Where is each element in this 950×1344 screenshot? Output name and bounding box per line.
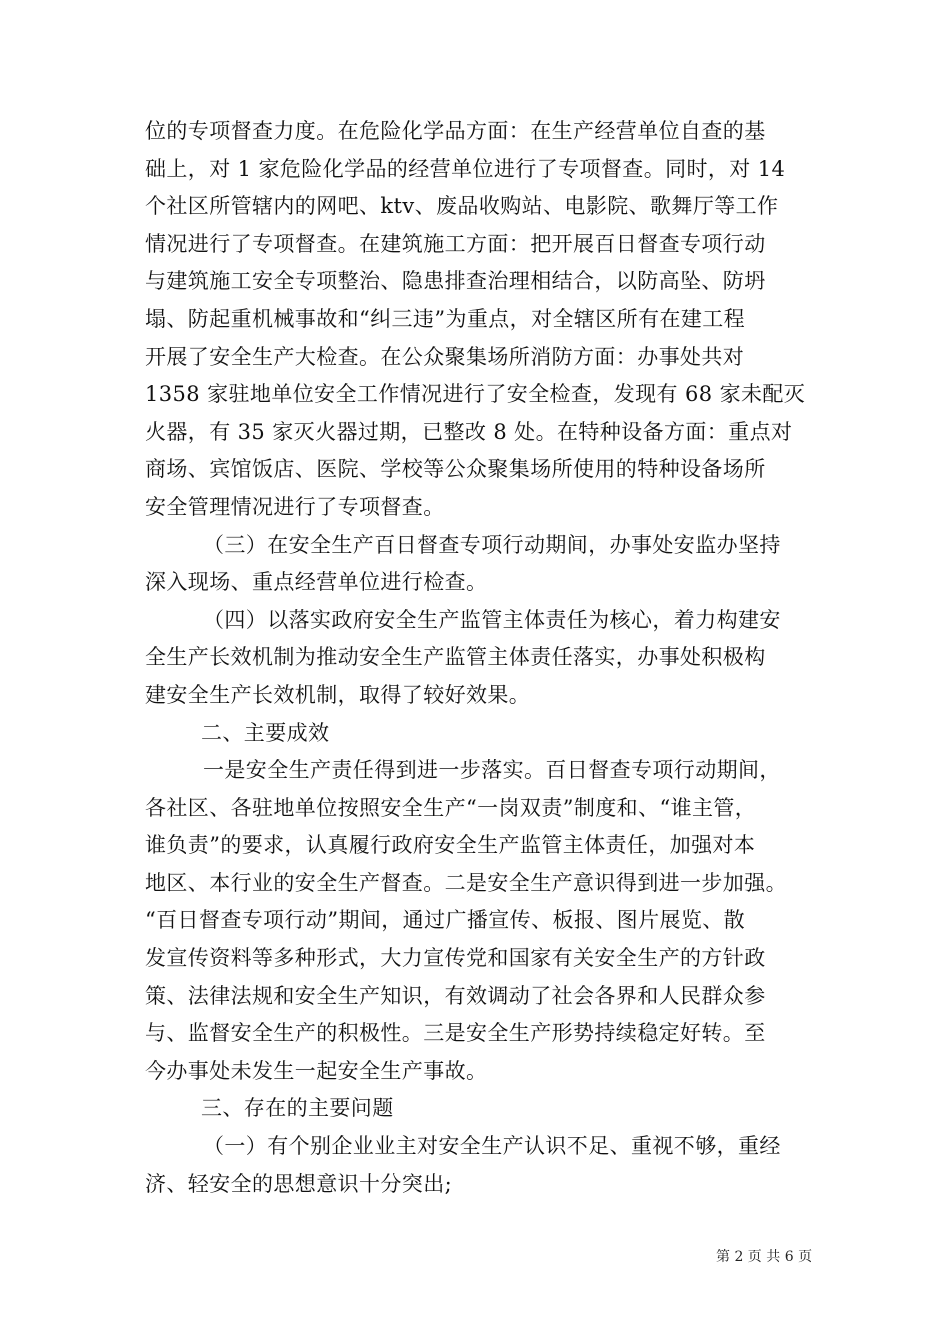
text-line: 火器，有 35 家灭火器过期，已整改 8 处。在特种设备方面：重点对	[145, 419, 793, 444]
text-line: 济、轻安全的思想意识十分突出;	[145, 1171, 453, 1196]
text-line: 策、法律法规和安全生产知识，有效调动了社会各界和人民群众参	[145, 983, 766, 1008]
text-line: 商场、宾馆饭店、医院、学校等公众聚集场所使用的特种设备场所	[145, 457, 766, 482]
text-line: 础上，对 1 家危险化学品的经营单位进行了专项督查。同时，对 14	[145, 156, 786, 181]
text-line: 发宣传资料等多种形式，大力宣传党和国家有关安全生产的方针政	[145, 946, 766, 971]
text-line: 今办事处未发生一起安全生产事故。	[145, 1058, 488, 1083]
text-line: 个社区所管辖内的网吧、ktv、废品收购站、电影院、歌舞厅等工作	[145, 194, 779, 219]
text-line: 谁负责”的要求，认真履行政府安全生产监管主体责任，加强对本	[145, 833, 756, 858]
text-line: 各社区、各驻地单位按照安全生产“一岗双责”制度和、“谁主管，	[145, 795, 757, 820]
text-line: 与建筑施工安全专项整治、隐患排查治理相结合，以防高坠、防坍	[145, 269, 766, 294]
text-line: 开展了安全生产大检查。在公众聚集场所消防方面：办事处共对	[145, 344, 745, 369]
page-number: 第 2 页 共 6 页	[716, 1249, 813, 1265]
text-line: 位的专项督查力度。在危险化学品方面：在生产经营单位自查的基	[145, 119, 766, 143]
text-line: 建安全生产长效机制，取得了较好效果。	[145, 682, 531, 707]
text-line: 深入现场、重点经营单位进行检查。	[145, 570, 488, 595]
paragraph-start-line: （三）在安全生产百日督查专项行动期间，办事处安监办坚持	[203, 532, 781, 557]
text-line: 安全管理情况进行了专项督查。	[145, 494, 445, 519]
text-line: “百日督查专项行动”期间，通过广播宣传、板报、图片展览、散	[145, 908, 746, 933]
text-line: 地区、本行业的安全生产督查。二是安全生产意识得到进一步加强。	[145, 870, 787, 895]
section-heading: 三、存在的主要问题	[201, 1096, 394, 1121]
section-heading: 二、主要成效	[201, 720, 330, 745]
text-line: 情况进行了专项督查。在建筑施工方面：把开展百日督查专项行动	[145, 231, 766, 256]
text-line: 与、监督安全生产的积极性。三是安全生产形势持续稳定好转。至	[145, 1021, 766, 1046]
paragraph-start-line: （四）以落实政府安全生产监管主体责任为核心，着力构建安	[203, 607, 781, 632]
paragraph-start-line: 一是安全生产责任得到进一步落实。百日督查专项行动期间，	[203, 758, 781, 783]
text-line: 1358 家驻地单位安全工作情况进行了安全检查，发现有 68 家未配灭	[145, 382, 806, 407]
text-line: 全生产长效机制为推动安全生产监管主体责任落实，办事处积极构	[145, 645, 766, 670]
text-line: 塌、防起重机械事故和“纠三违”为重点，对全辖区所有在建工程	[145, 306, 746, 331]
paragraph-start-line: （一）有个别企业业主对安全生产认识不足、重视不够，重经	[203, 1134, 781, 1159]
document-body	[145, 113, 825, 1203]
